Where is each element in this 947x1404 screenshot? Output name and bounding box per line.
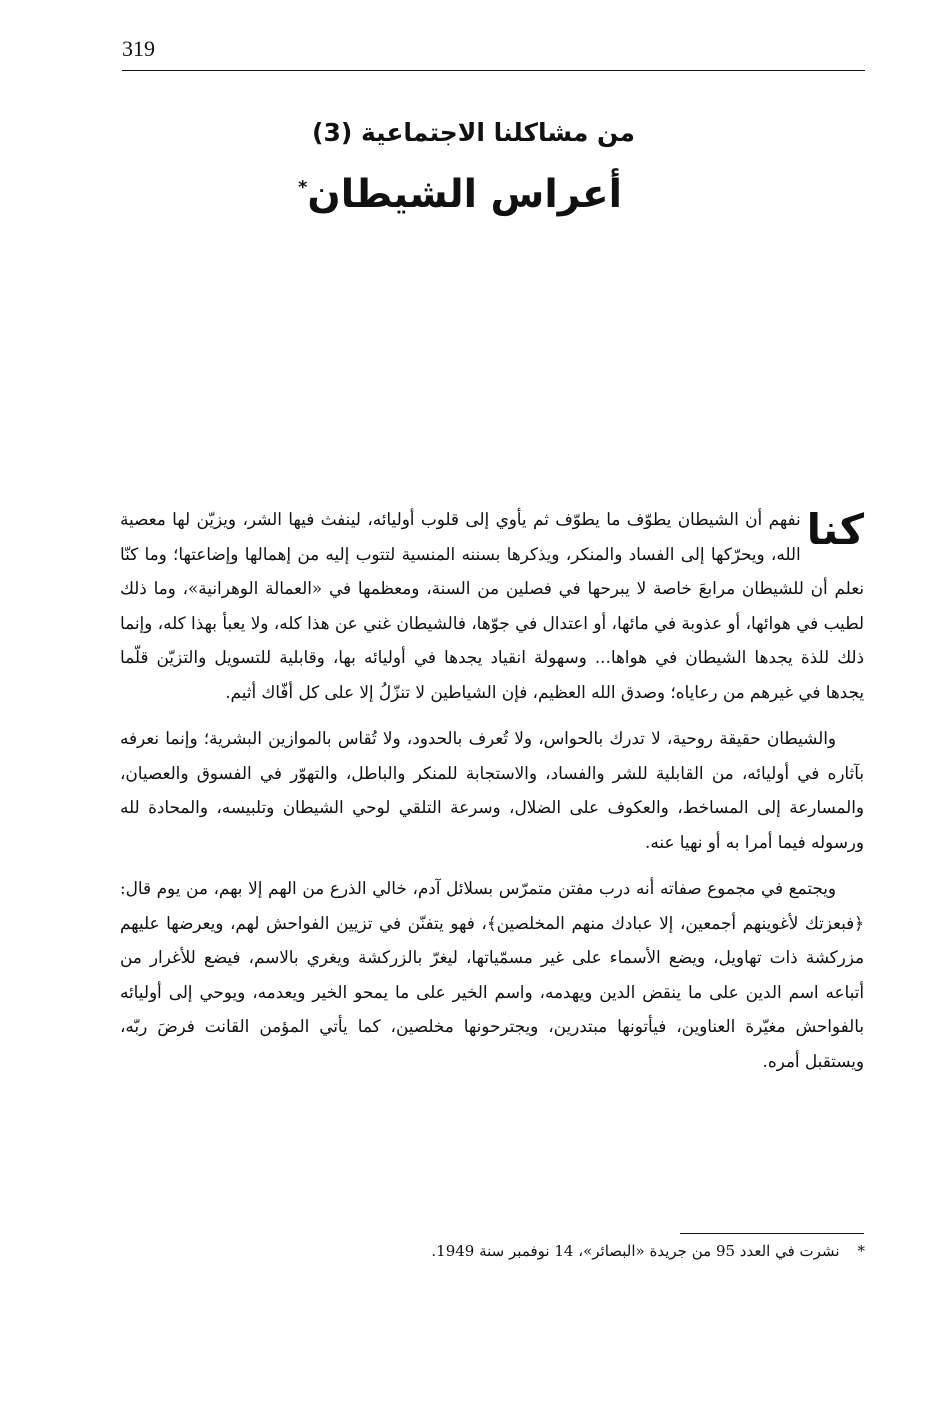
drop-cap: كنا xyxy=(806,505,864,554)
footnote xyxy=(431,1242,865,1260)
footnote-marker: * xyxy=(857,1242,865,1260)
paragraph-2: والشيطان حقيقة روحية، لا تدرك بالحواس، ولا تُعرف بالحدود، ولا تُقاس بالموازين البشرية؛ وإنما نعرفه بآثاره في أوليائه، من القابلية للشر والفساد، والاستجابة للمنكر والباطل، والتهوّر في الفسوق والعصيان، والمسارعة إلى المساخط، والعكوف على الضلال، وسرعة التلقي لوحي الشيطان وتلبيسه، والمحادة لله ورسوله فيما أمرا به أو نهيا عنه. xyxy=(120,728,864,852)
page-number: 319 xyxy=(122,36,155,61)
paragraph-3: ويجتمع في مجموع صفاته أنه درب مفتن متمرّس بسلائل آدم، خالي الذرع من الهم إلا بهم، من يوم قال: ﴿فبعزتك لأغوينهم أجمعين، إلا عبادك منهم المخلصين﴾، فهو يتفنّن في تزيين الفواحش لهم، ويعرضها عليهم مزركشة ذات تهاويل، ويضع الأسماء على غير مسمّياتها، ليغرّ بالزركشة ويغري بالاسم، فيضع للأغرار من أتباعه اسم الدين على ما ينقض الدين ويهدمه، واسم الخير على ما يمحو الخير ويعدمه، ويوحي إلى أوليائه بالفواحش مغيّرة العناوين، فيأتونها مبتدرين، ويجترحونها مخلصين، كما يأتي المؤمن القانت فرضَ ربّه، ويستقبل أمره. xyxy=(120,878,864,1071)
article-title-text: أعراس الشيطان xyxy=(307,172,622,217)
article-body xyxy=(120,502,864,1078)
series-title: من مشاكلنا الاجتماعية (3) xyxy=(312,118,635,147)
header-rule xyxy=(122,70,865,71)
paragraph-1-text: نفهم أن الشيطان يطوّف ما يطوّف ثم يأوي إلى قلوب أوليائه، لينفث فيها الشر، ويزيّن لها معصية الله، ويحرّكها إلى الفساد والمنكر، ويذكرها بسننه المنسية لتتوب إليه من إهمالها وإضاعتها؛ وما كنّا نعلم أن للشيطان مرابعَ خاصة لا يبرحها في فصلين من السنة، ومعظمها في «العمالة الوهرانية»، وما ذلك لطيب في هوائها، أو عذوبة في مائها، أو اعتدال في جوّها، فالشيطان غني عن هذا كله، ولا يعبأ بهذا كله، وإنما ذلك للذة يجدها الشيطان في هواها... وسهولة انقياد يجدها في أوليائه بها، وقابلية للتسويل والتزيّن قلّما يجدها في غيرهم من رعاياه؛ وصدق الله العظيم، فإن الشياطين لا تنزّلُ إلا على كل أفّاك أثيم. xyxy=(120,509,864,702)
footnote-rule xyxy=(680,1233,864,1234)
footnote-text: نشرت في العدد 95 من جريدة «البصائر»، 14 نوفمبر سنة 1949. xyxy=(431,1242,840,1260)
article-title xyxy=(298,172,622,217)
title-footnote-marker: * xyxy=(298,177,308,198)
paragraph-1 xyxy=(120,502,864,709)
